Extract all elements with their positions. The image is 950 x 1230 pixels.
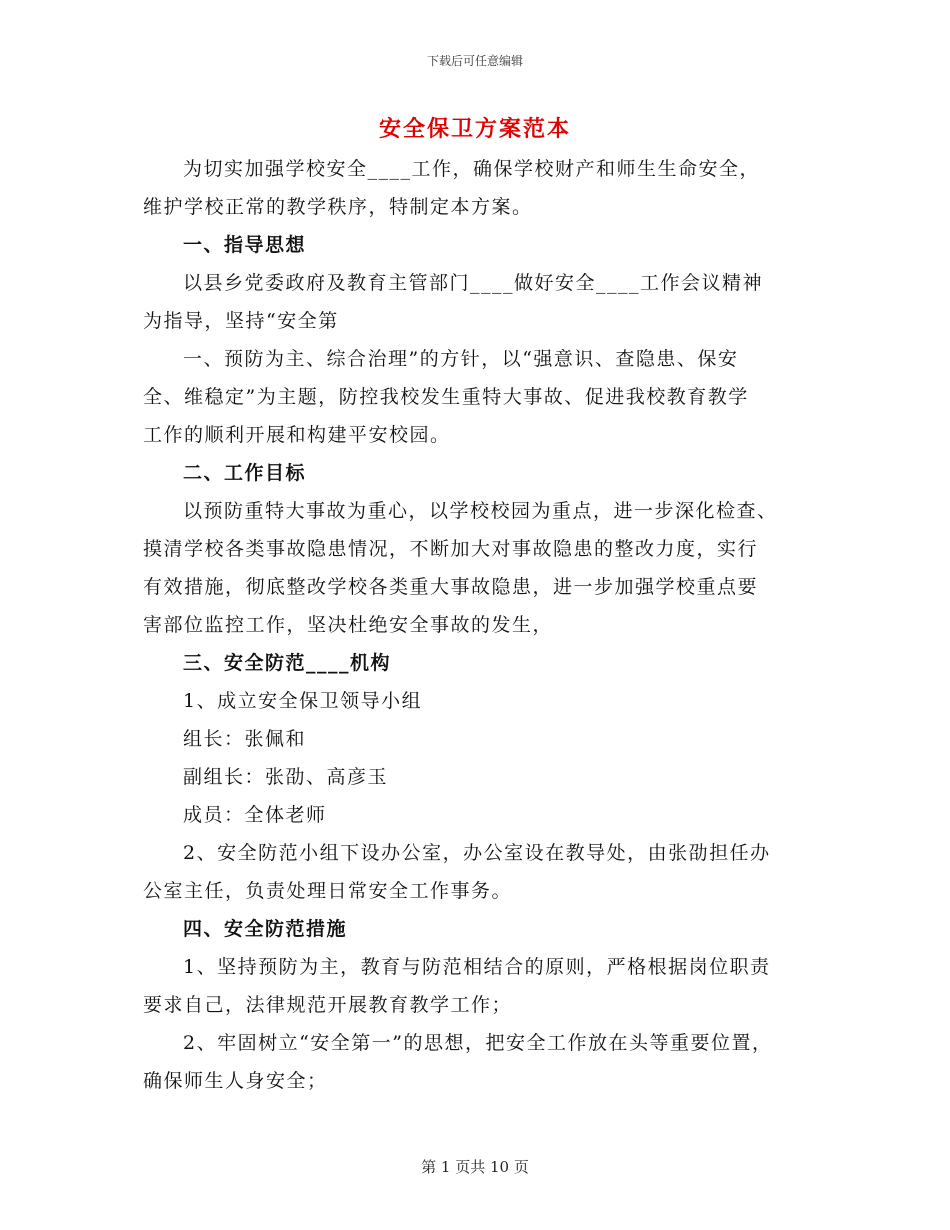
page-number: 第 1 页共 10 页 <box>421 1158 529 1176</box>
paragraph-line: 要求自己，法律规范开展教育教学工作； <box>143 994 513 1016</box>
paragraph-line: 确保师生人身安全； <box>143 1070 328 1092</box>
paragraph-line: 成员：全体老师 <box>183 804 327 826</box>
paragraph-line: 工作的顺利开展和构建平安校园。 <box>143 424 451 446</box>
paragraph-line: 公室主任，负责处理日常安全工作事务。 <box>143 880 513 902</box>
paragraph-line: 2、牢固树立“安全第一”的思想，把安全工作放在头等重要位置， <box>183 1032 773 1054</box>
paragraph-line: 维护学校正常的教学秩序，特制定本方案。 <box>143 196 533 218</box>
document-title: 安全保卫方案范本 <box>378 116 571 142</box>
paragraph-line: 为指导，坚持“安全第 <box>143 310 339 332</box>
paragraph-line: 以县乡党委政府及教育主管部门____做好安全____工作会议精神 <box>183 272 764 294</box>
paragraph-line: 有效措施，彻底整改学校各类重大事故隐患，进一步加强学校重点要 <box>143 576 759 598</box>
paragraph-line: 摸清学校各类事故隐患情况，不断加大对事故隐患的整改力度，实行 <box>143 538 759 560</box>
paragraph-line: 全、维稳定”为主题，防控我校发生重特大事故、促进我校教育教学 <box>143 386 749 408</box>
section-heading: 四、安全防范措施 <box>183 918 348 940</box>
document-body <box>143 150 823 1100</box>
paragraph-line: 为切实加强学校安全____工作，确保学校财产和师生生命安全， <box>183 158 761 180</box>
paragraph-line: 以预防重特大事故为重心，以学校校园为重点，进一步深化检查、 <box>183 500 778 522</box>
paragraph-line: 组长：张佩和 <box>183 728 307 750</box>
paragraph-line: 1、坚持预防为主，教育与防范相结合的原则，严格根据岗位职责 <box>183 956 771 978</box>
section-heading: 一、指导思想 <box>183 234 307 256</box>
paragraph-line: 一、预防为主、综合治理”的方针，以“强意识、查隐患、保安 <box>183 348 739 370</box>
paragraph-line: 2、安全防范小组下设办公室，办公室设在教导处，由张劭担任办 <box>183 842 771 864</box>
paragraph-line: 副组长：张劭、高彦玉 <box>183 766 389 788</box>
section-heading: 二、工作目标 <box>183 462 307 484</box>
section-heading: 三、安全防范____机构 <box>183 652 392 674</box>
paragraph-line: 1、成立安全保卫领导小组 <box>183 690 423 712</box>
page-header-note: 下载后可任意编辑 <box>426 54 523 68</box>
paragraph-line: 害部位监控工作，坚决杜绝安全事故的发生， <box>143 614 554 636</box>
